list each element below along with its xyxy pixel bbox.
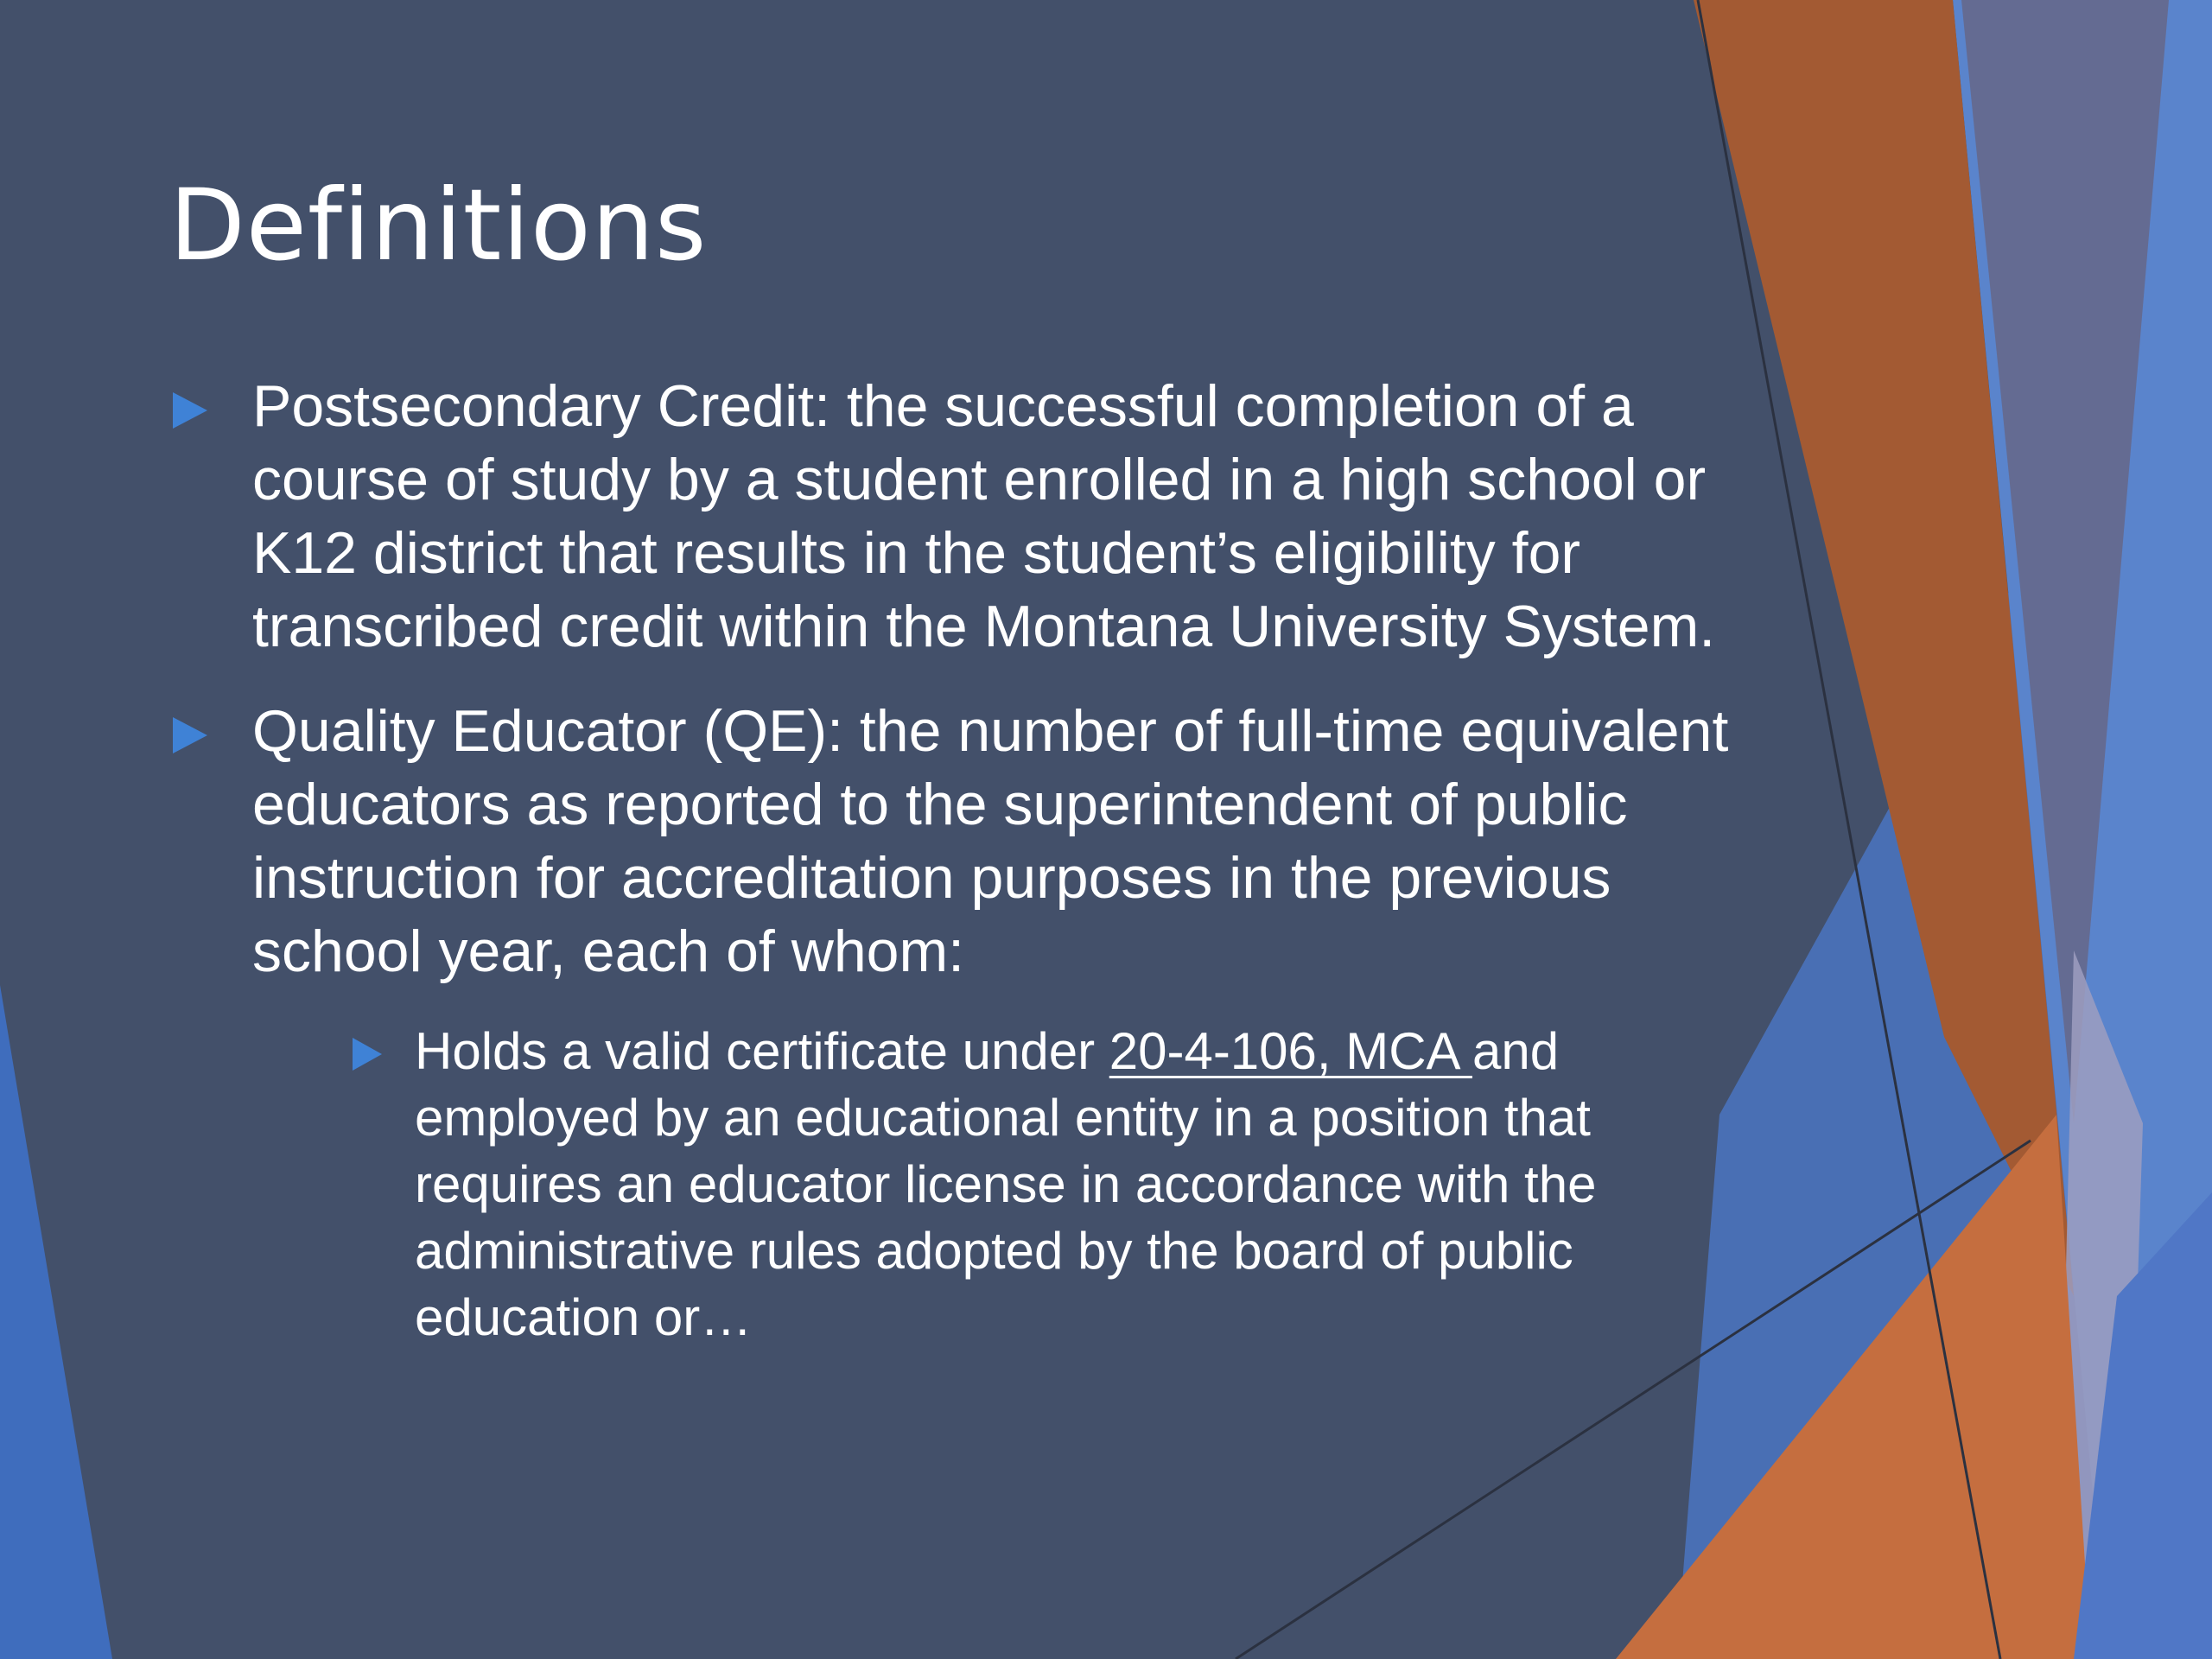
triangle-right-icon (173, 717, 207, 753)
sub-bullet-certificate (349, 1018, 1733, 1351)
sub-bullet-text-before: Holds a valid certificate under (415, 1022, 1109, 1080)
left-blue-shape (0, 985, 112, 1659)
mca-link[interactable]: 20-4-106, MCA (1109, 1022, 1472, 1080)
bullet-quality-educator (169, 695, 1733, 1351)
bullet-postsecondary-credit (169, 370, 1733, 664)
triangle-right-icon (353, 1038, 382, 1071)
slide-title: Definitions (169, 168, 708, 283)
bullet-text: Postsecondary Credit: the successful completion of a course of study by a student enrolled in a high school or K12 district that results in the student’s eligibility for transcribed credit within the Montana University System. (252, 373, 1716, 659)
bullet-text: Quality Educator (QE): the number of full-time equivalent educators as reported to the superintendent of public instruction for accreditation purposes in the previous school year, each of whom: (252, 698, 1729, 984)
sub-bullet-text-after: and employed by an educational entity in a position that requires an educator license in accordance with the administrative rules adopted by the board of public education or… (415, 1022, 1597, 1346)
slide-content (169, 370, 1733, 1382)
triangle-right-icon (173, 392, 207, 429)
